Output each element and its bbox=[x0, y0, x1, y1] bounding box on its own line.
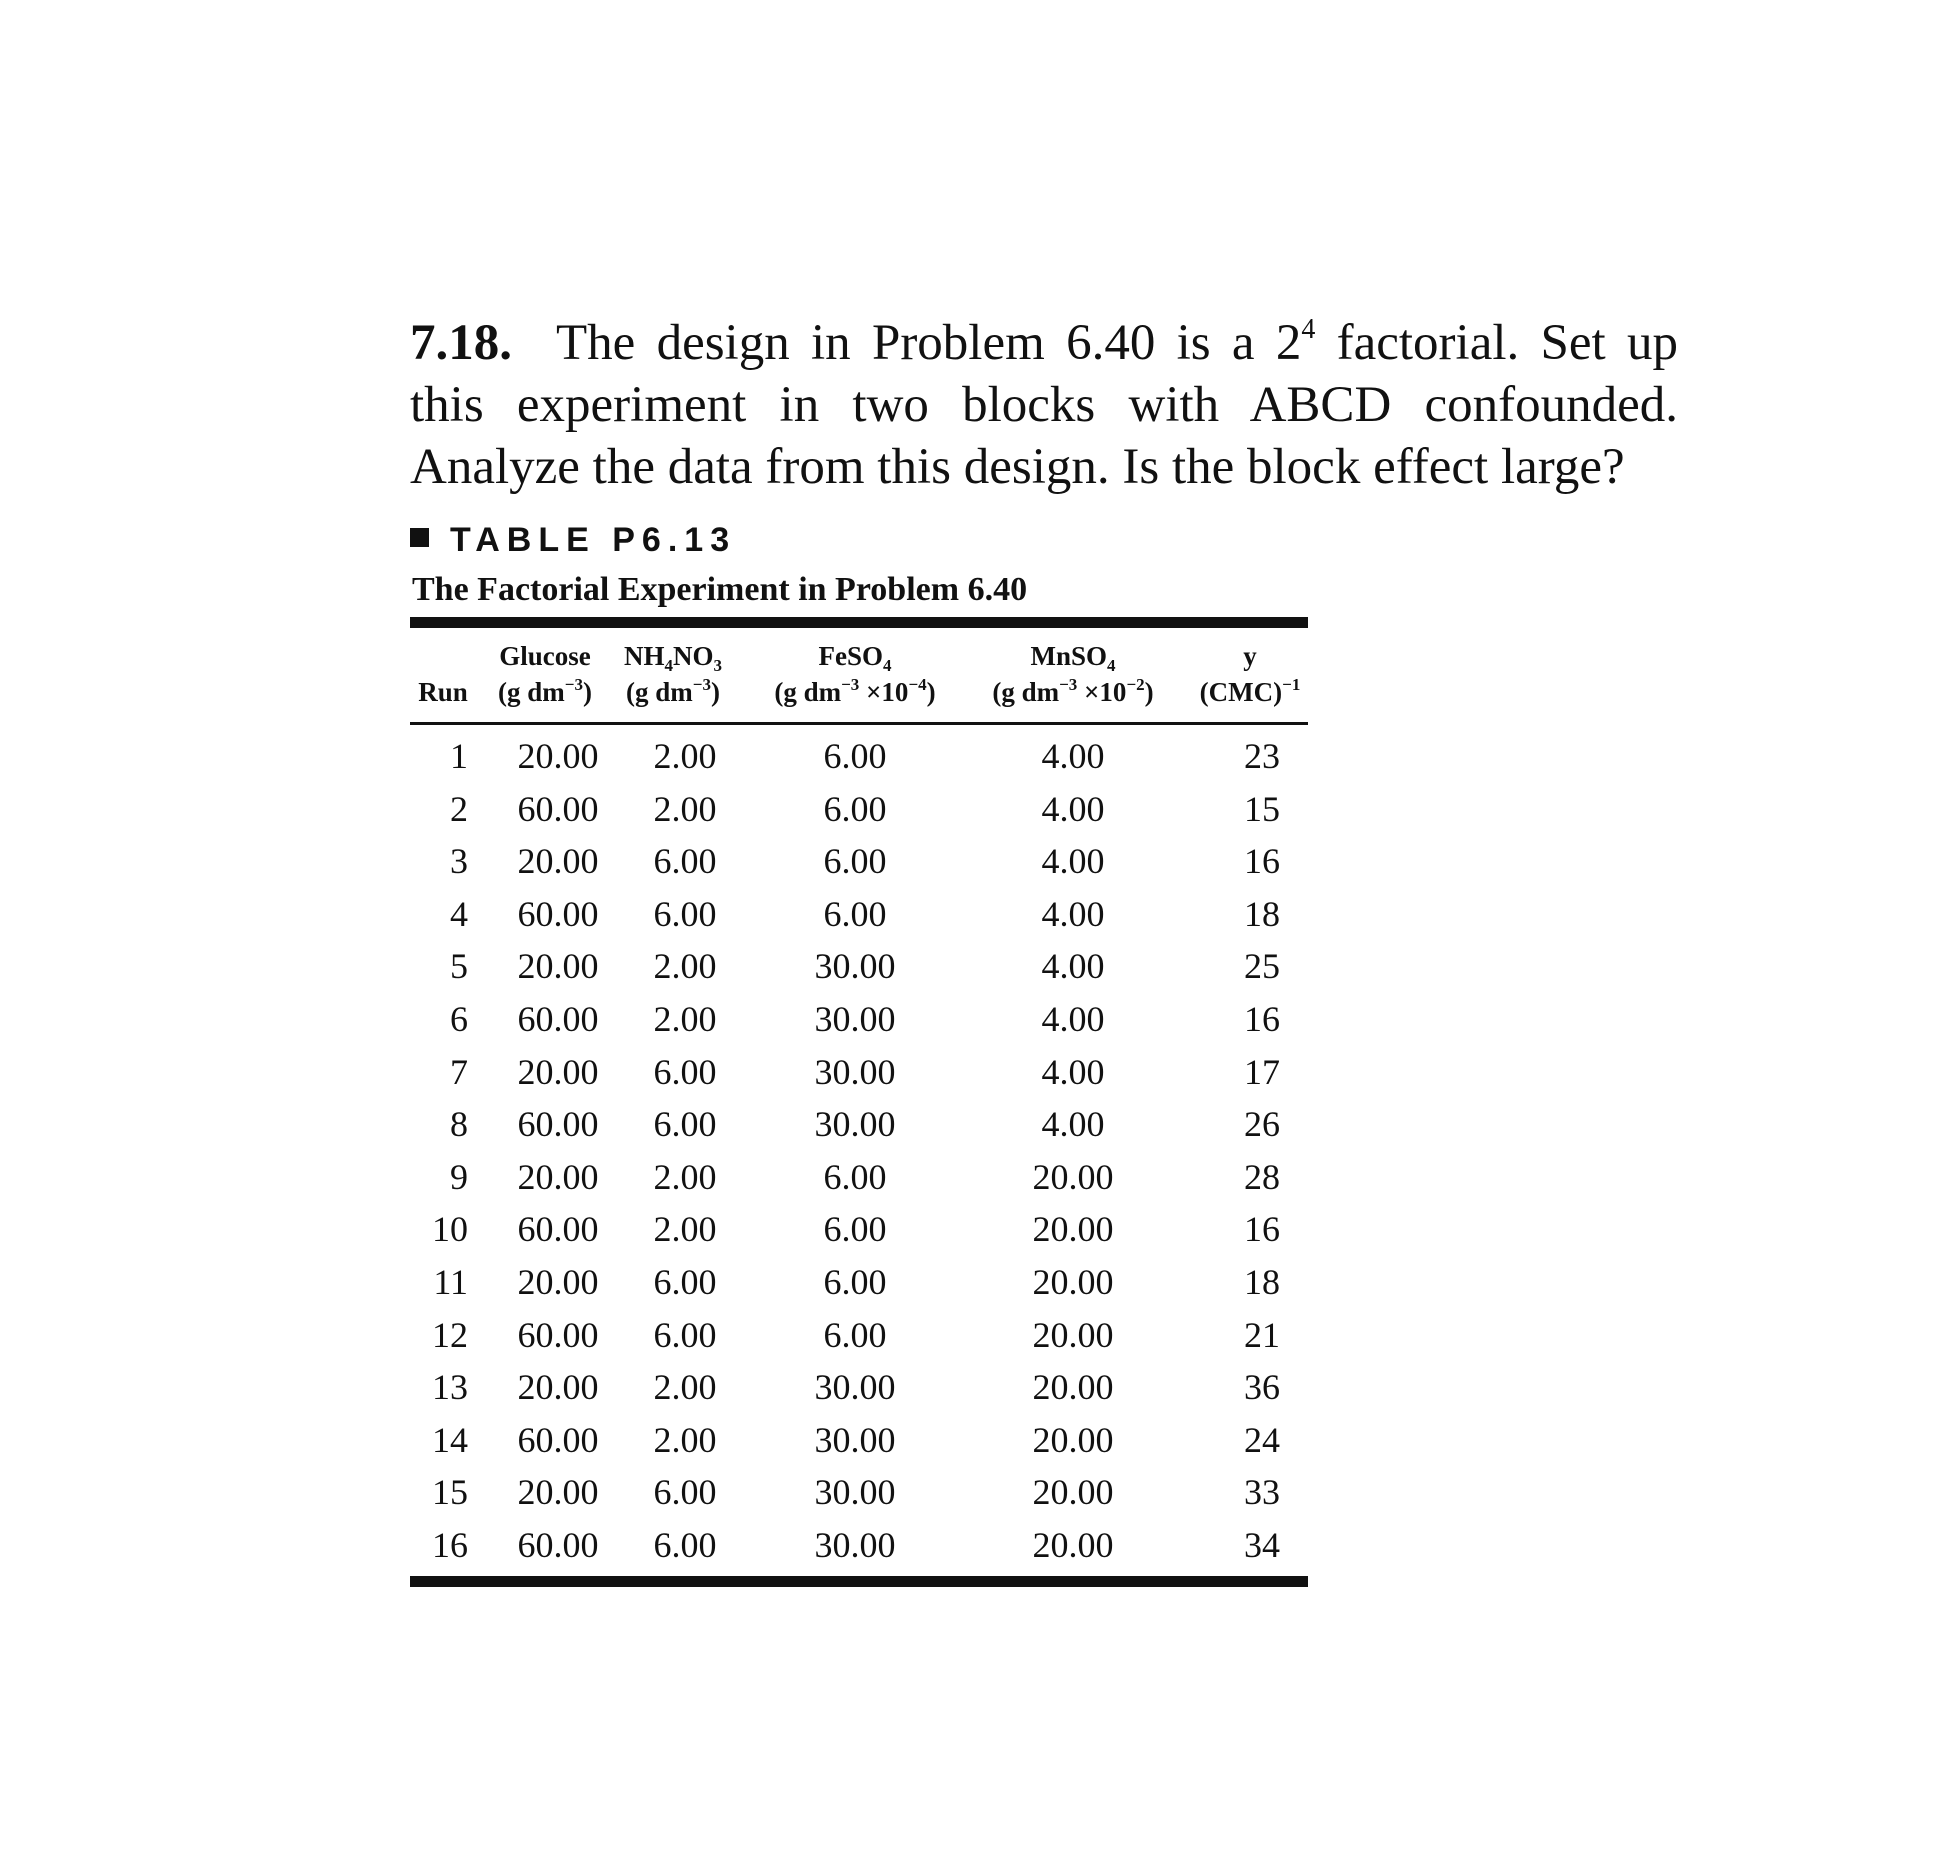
cell-run: 10 bbox=[432, 1209, 468, 1250]
cell-run: 4 bbox=[450, 893, 468, 934]
cell-nh4no3: 2.00 bbox=[653, 946, 717, 987]
cell-y: 15 bbox=[1244, 788, 1280, 829]
cell-mnso4: 4.00 bbox=[1041, 1104, 1105, 1145]
cell-nh4no3: 2.00 bbox=[653, 1419, 717, 1460]
table-row bbox=[410, 835, 1308, 888]
cell-glucose: 60.00 bbox=[517, 1104, 599, 1145]
cell-nh4no3: 6.00 bbox=[653, 1104, 717, 1145]
header-mnso4: MnSO$_4$ (g $dm^{-3} \times 10^{-2}$) bbox=[992, 641, 1154, 707]
cell-y: 28 bbox=[1244, 1156, 1280, 1197]
cell-y: 16 bbox=[1244, 998, 1280, 1039]
cell-run: 14 bbox=[432, 1419, 468, 1460]
cell-nh4no3: 6.00 bbox=[653, 893, 717, 934]
cell-glucose: 20.00 bbox=[517, 946, 599, 987]
cell-feso4: 30.00 bbox=[814, 1524, 896, 1565]
table-body bbox=[410, 730, 1308, 1572]
table-header-rule bbox=[410, 722, 1308, 725]
cell-glucose: 60.00 bbox=[517, 1209, 599, 1250]
problem-text-part1: The design in Problem 6.40 is a 2 bbox=[556, 315, 1302, 371]
cell-run: 3 bbox=[450, 841, 468, 882]
cell-y: 16 bbox=[1244, 841, 1280, 882]
cell-mnso4: 20.00 bbox=[1032, 1472, 1114, 1513]
problem-text-part2: factorial. Set up this experiment in two blocks with ABCD confounded. Analyze the data from this design. Is the block effect large? bbox=[410, 315, 1678, 495]
cell-glucose: 20.00 bbox=[517, 1261, 599, 1302]
cell-feso4: 6.00 bbox=[823, 1156, 887, 1197]
table-top-rule bbox=[410, 617, 1308, 628]
header-run: Run bbox=[418, 677, 468, 707]
table-label bbox=[410, 520, 736, 560]
cell-run: 2 bbox=[450, 788, 468, 829]
cell-feso4: 30.00 bbox=[814, 1419, 896, 1460]
cell-nh4no3: 6.00 bbox=[653, 1524, 717, 1565]
cell-glucose: 20.00 bbox=[517, 841, 599, 882]
table-row bbox=[410, 993, 1308, 1046]
square-bullet-icon bbox=[410, 528, 429, 547]
cell-feso4: 30.00 bbox=[814, 946, 896, 987]
cell-mnso4: 20.00 bbox=[1032, 1209, 1114, 1250]
cell-nh4no3: 2.00 bbox=[653, 998, 717, 1039]
table-caption: The Factorial Experiment in Problem 6.40 bbox=[412, 571, 1028, 608]
header-y: y (CMC)$^{-1}$ bbox=[1199, 641, 1301, 707]
cell-mnso4: 4.00 bbox=[1041, 998, 1105, 1039]
cell-feso4: 30.00 bbox=[814, 1104, 896, 1145]
cell-feso4: 6.00 bbox=[823, 1314, 887, 1355]
cell-nh4no3: 2.00 bbox=[653, 736, 717, 776]
table-row bbox=[410, 1309, 1308, 1362]
cell-glucose: 20.00 bbox=[517, 1472, 599, 1513]
cell-mnso4: 20.00 bbox=[1032, 1261, 1114, 1302]
table-row bbox=[410, 1203, 1308, 1256]
cell-run: 8 bbox=[450, 1104, 468, 1145]
cell-nh4no3: 2.00 bbox=[653, 1156, 717, 1197]
cell-y: 18 bbox=[1244, 1261, 1280, 1302]
cell-mnso4: 4.00 bbox=[1041, 788, 1105, 829]
cell-run: 13 bbox=[432, 1367, 468, 1408]
cell-feso4: 6.00 bbox=[823, 788, 887, 829]
table-row bbox=[410, 1151, 1308, 1204]
cell-glucose: 60.00 bbox=[517, 788, 599, 829]
table-row bbox=[410, 1519, 1308, 1572]
cell-glucose: 20.00 bbox=[517, 736, 599, 776]
cell-mnso4: 20.00 bbox=[1032, 1419, 1114, 1460]
cell-run: 6 bbox=[450, 998, 468, 1039]
table-row bbox=[410, 1466, 1308, 1519]
cell-y: 24 bbox=[1244, 1419, 1280, 1460]
header-glucose: Glucose (g $dm^{-3}$) bbox=[498, 641, 592, 707]
cell-run: 1 bbox=[450, 736, 468, 776]
cell-glucose: 60.00 bbox=[517, 1314, 599, 1355]
cell-feso4: 30.00 bbox=[814, 1051, 896, 1092]
cell-glucose: 60.00 bbox=[517, 1524, 599, 1565]
cell-feso4: 6.00 bbox=[823, 736, 887, 776]
cell-mnso4: 4.00 bbox=[1041, 736, 1105, 776]
cell-mnso4: 4.00 bbox=[1041, 946, 1105, 987]
cell-y: 16 bbox=[1244, 1209, 1280, 1250]
cell-run: 5 bbox=[450, 946, 468, 987]
cell-run: 11 bbox=[433, 1261, 468, 1302]
cell-feso4: 6.00 bbox=[823, 1261, 887, 1302]
cell-y: 17 bbox=[1244, 1051, 1280, 1092]
cell-y: 34 bbox=[1244, 1524, 1280, 1565]
table-row bbox=[410, 1361, 1308, 1414]
cell-run: 9 bbox=[450, 1156, 468, 1197]
cell-glucose: 20.00 bbox=[517, 1051, 599, 1092]
cell-glucose: 60.00 bbox=[517, 893, 599, 934]
cell-nh4no3: 6.00 bbox=[653, 1261, 717, 1302]
cell-mnso4: 20.00 bbox=[1032, 1156, 1114, 1197]
cell-glucose: 60.00 bbox=[517, 1419, 599, 1460]
cell-mnso4: 4.00 bbox=[1041, 1051, 1105, 1092]
cell-nh4no3: 6.00 bbox=[653, 1472, 717, 1513]
table-row bbox=[410, 783, 1308, 836]
problem-number: 7.18. bbox=[410, 315, 512, 371]
cell-nh4no3: 6.00 bbox=[653, 841, 717, 882]
cell-run: 12 bbox=[432, 1314, 468, 1355]
cell-glucose: 60.00 bbox=[517, 998, 599, 1039]
cell-feso4: 6.00 bbox=[823, 893, 887, 934]
cell-nh4no3: 6.00 bbox=[653, 1314, 717, 1355]
cell-nh4no3: 2.00 bbox=[653, 788, 717, 829]
cell-feso4: 30.00 bbox=[814, 1367, 896, 1408]
table-row bbox=[410, 1098, 1308, 1151]
table-label-text: TABLE P6.13 bbox=[450, 521, 737, 559]
cell-glucose: 20.00 bbox=[517, 1156, 599, 1197]
cell-run: 15 bbox=[432, 1472, 468, 1513]
header-feso4: FeSO$_4$ (g $dm^{-3} \times 10^{-4}$) bbox=[774, 641, 936, 707]
table-header bbox=[410, 638, 1308, 718]
cell-nh4no3: 6.00 bbox=[653, 1051, 717, 1092]
cell-mnso4: 20.00 bbox=[1032, 1524, 1114, 1565]
cell-y: 18 bbox=[1244, 893, 1280, 934]
cell-run: 16 bbox=[432, 1524, 468, 1565]
table-row bbox=[410, 730, 1308, 783]
cell-y: 21 bbox=[1244, 1314, 1280, 1355]
header-nh4no3: $NH_4NO_3$ (g $dm^{-3}$) bbox=[624, 641, 722, 707]
problem-statement bbox=[410, 312, 1678, 498]
cell-nh4no3: 2.00 bbox=[653, 1367, 717, 1408]
cell-y: 25 bbox=[1244, 946, 1280, 987]
cell-feso4: 30.00 bbox=[814, 998, 896, 1039]
cell-mnso4: 4.00 bbox=[1041, 841, 1105, 882]
table-row bbox=[410, 1414, 1308, 1467]
table-row bbox=[410, 1256, 1308, 1309]
table-row bbox=[410, 1046, 1308, 1099]
cell-y: 36 bbox=[1244, 1367, 1280, 1408]
cell-y: 23 bbox=[1244, 736, 1280, 776]
cell-feso4: 30.00 bbox=[814, 1472, 896, 1513]
problem-superscript: 4 bbox=[1301, 314, 1316, 345]
cell-y: 26 bbox=[1244, 1104, 1280, 1145]
cell-feso4: 6.00 bbox=[823, 841, 887, 882]
cell-nh4no3: 2.00 bbox=[653, 1209, 717, 1250]
cell-mnso4: 4.00 bbox=[1041, 893, 1105, 934]
cell-feso4: 6.00 bbox=[823, 1209, 887, 1250]
table-row bbox=[410, 940, 1308, 993]
cell-y: 33 bbox=[1244, 1472, 1280, 1513]
cell-mnso4: 20.00 bbox=[1032, 1314, 1114, 1355]
cell-glucose: 20.00 bbox=[517, 1367, 599, 1408]
table-bottom-rule bbox=[410, 1576, 1308, 1587]
cell-mnso4: 20.00 bbox=[1032, 1367, 1114, 1408]
cell-run: 7 bbox=[450, 1051, 468, 1092]
table-row bbox=[410, 888, 1308, 941]
